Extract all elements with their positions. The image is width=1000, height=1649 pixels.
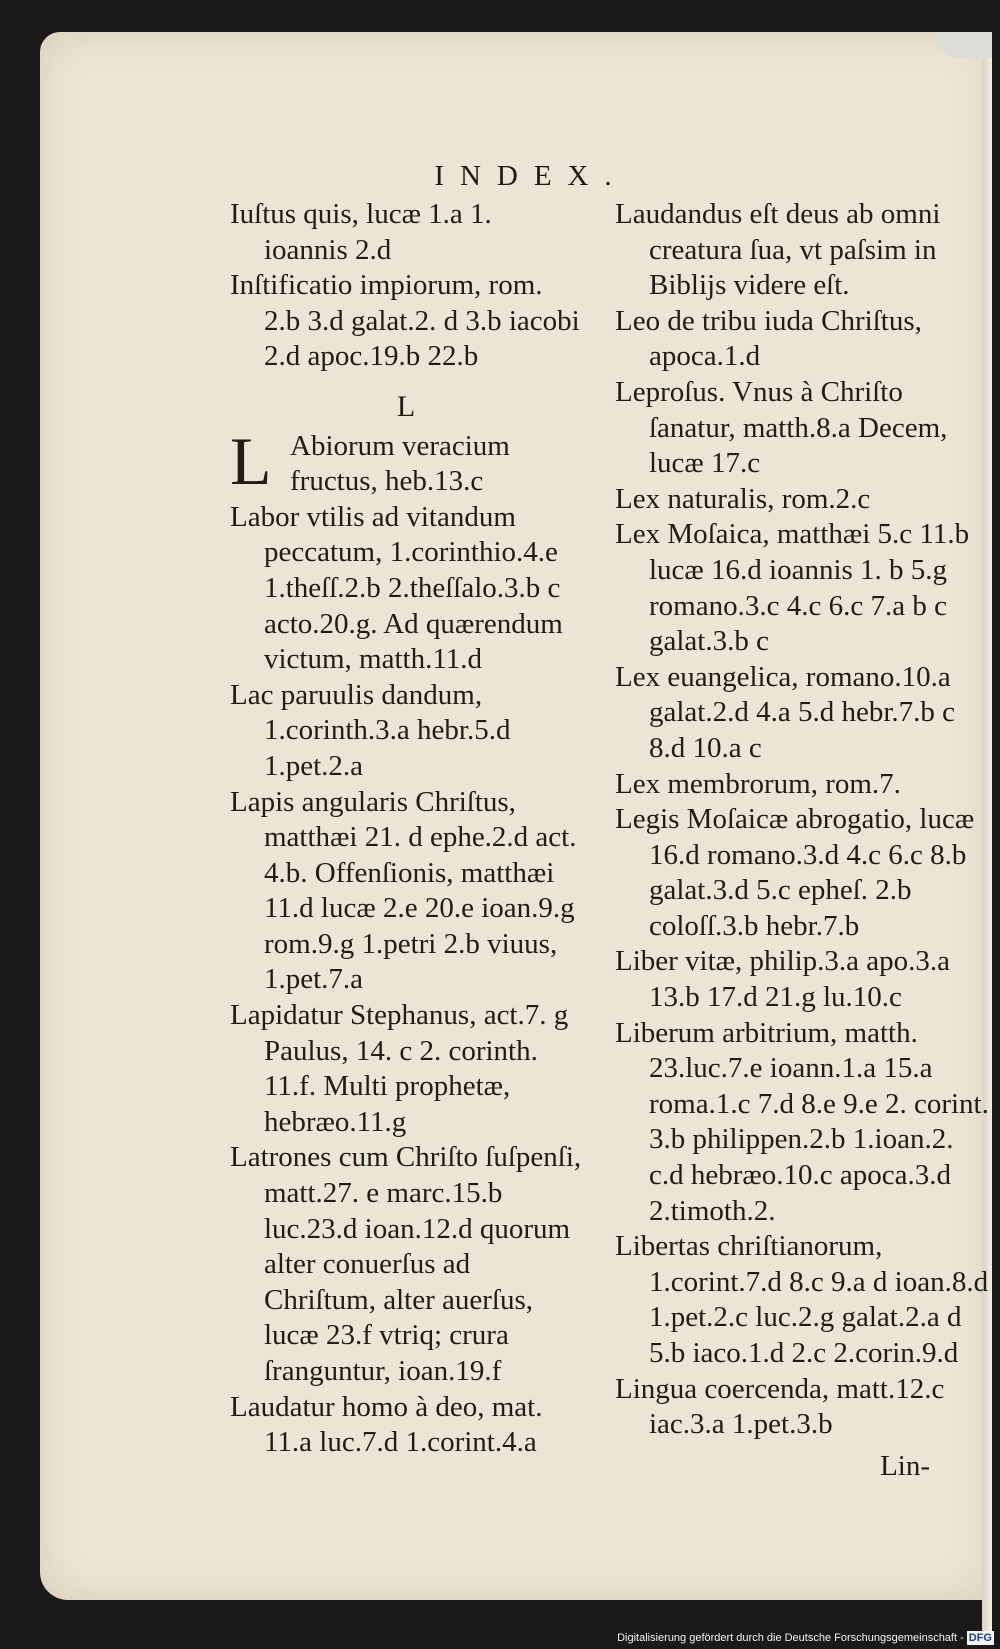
index-entry: Iuſtus quis, lucæ 1.a 1. ioannis 2.d	[230, 198, 492, 266]
index-entry: Lex Moſaica, matthæi 5.c 11.b lucæ 16.d ioannis 1. b 5.g romano.3.c 4.c 6.c 7.a b c galat.3.b c	[615, 518, 970, 658]
index-entry: Legis Moſaicæ abrogatio, lucæ 16.d romano.3.d 4.c 6.c 8.b galat.3.d 5.c epheſ. 2.b coloſſ.3.b hebr.7.b	[615, 803, 975, 942]
index-entry: Liber vitæ, philip.3.a apo.3.a 13.b 17.d 21.g lu.10.c	[615, 945, 951, 1014]
index-entry: Labor vtilis ad vitandum peccatum, 1.corinthio.4.e 1.theſſ.2.b 2.theſſalo.3.b c acto.20.g. Ad quærendum victum, matth.11.d	[230, 500, 563, 676]
index-entry: Libertas chriſtianorum, 1.corint.7.d 8.c 9.a d ioan.8.d 1.pet.2.c luc.2.g galat.2.a d 5.b iaco.1.d 2.c 2.corin.9.d	[615, 1230, 989, 1369]
index-entry: Lex euangelica, romano.10.a galat.2.d 4.a 5.d hebr.7.b c 8.d 10.a c	[615, 660, 956, 764]
right-column	[615, 197, 990, 1484]
index-entry: Lapidatur Stephanus, act.7. g Paulus, 14. c 2. corinth. 11.f. Multi prophetæ, hebræo.11.g	[230, 999, 569, 1138]
index-entry: Lex membrorum, rom.7.	[615, 767, 901, 800]
index-entry: Leo de tribu iuda Chriſtus, apoca.1.d	[615, 304, 922, 373]
left-column	[230, 197, 582, 1461]
book-page	[40, 32, 992, 1600]
page-header: INDEX.	[434, 160, 628, 192]
footer-text: Digitalisierung gefördert durch die Deutsche Forschungsgemeinschaft -	[617, 1632, 964, 1644]
page-corner	[936, 32, 992, 58]
index-entry: Lingua coercenda, matt.12.c iac.3.a 1.pet.3.b	[615, 1372, 945, 1441]
index-entry: Lac paruulis dandum, 1.corinth.3.a hebr.5.d 1.pet.2.a	[230, 678, 511, 782]
catchword: Lin-	[880, 1449, 930, 1482]
index-entry: Laudatur homo à deo, mat. 11.a luc.7.d 1.corint.4.a	[230, 1390, 543, 1459]
section-letter: L	[396, 389, 416, 423]
digitization-footer	[617, 1631, 994, 1645]
drop-cap: L	[230, 422, 272, 499]
index-entry: Leproſus. Vnus à Chriſto ſanatur, matth.8.a Decem, lucæ 17.c	[615, 375, 948, 480]
dfg-logo: DFG	[968, 1632, 992, 1644]
index-entry: Lex naturalis, rom.2.c	[615, 482, 871, 515]
index-entry: Lapis angularis Chriſtus, matthæi 21. d ephe.2.d act. 4.b. Offenſionis, matthæi 11.d lucæ 2.e 20.e ioan.9.g rom.9.g 1.petri 2.b viuus, 1.pet.7.a	[230, 785, 577, 996]
first-entry-text: Abiorum veracium fructus, heb.13.c	[290, 429, 510, 498]
index-entry: Inſtificatio impiorum, rom. 2.b 3.d galat.2. d 3.b iacobi 2.d apoc.19.b 22.b	[230, 269, 580, 373]
index-entry-first	[230, 422, 582, 500]
index-entry: Liberum arbitrium, matth. 23.luc.7.e ioann.1.a 15.a roma.1.c 7.d 8.e 9.e 2. corint. 3.b philippen.2.b 1.ioan.2. c.d hebræo.10.c apoca.3.d 2.timoth.2.	[615, 1016, 989, 1227]
index-entry: Laudandus eſt deus ab omni creatura ſua, vt paſsim in Biblijs videre eſt.	[615, 198, 941, 302]
index-entry: Latrones cum Chriſto ſuſpenſi, matt.27. e marc.15.b luc.23.d ioan.12.d quorum alter conuerſus ad Chriſtum, alter auerſus, lucæ 23.f vtriq; crura ſranguntur, ioan.19.f	[230, 1141, 582, 1387]
